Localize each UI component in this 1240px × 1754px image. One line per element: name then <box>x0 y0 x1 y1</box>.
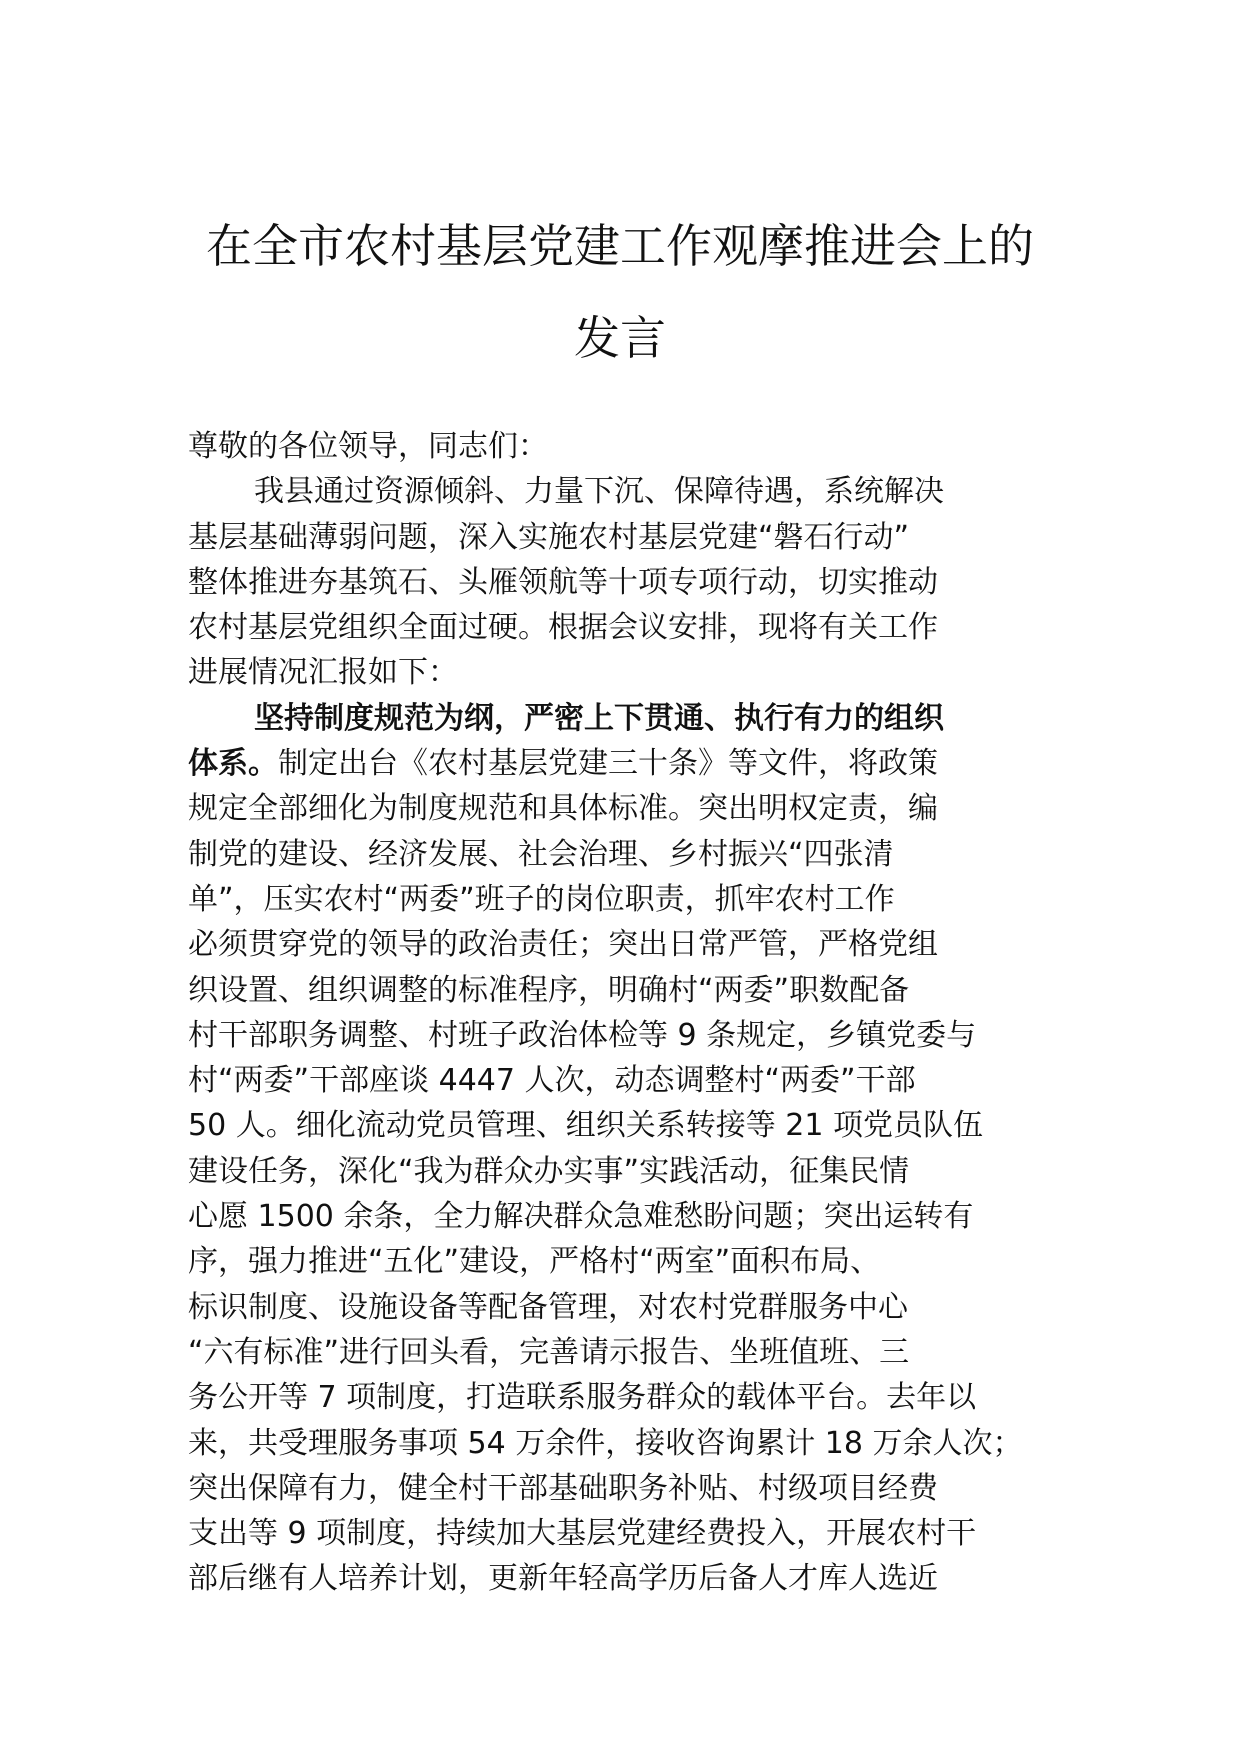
section-line: 支出等 9 项制度，持续加大基层党建经费投入，开展农村干 <box>188 1516 977 1552</box>
document-body <box>188 424 1058 1602</box>
section-line: 织设置、组织调整的标准程序，明确村“两委”职数配备 <box>188 972 910 1008</box>
section-line: 建设任务，深化“我为群众办实事”实践活动，征集民情 <box>188 1153 910 1189</box>
salutation: 尊敬的各位领导，同志们： <box>188 429 548 464</box>
section-line: 序，强力推进“五化”建设，严格村“两室”面积布局、 <box>188 1244 881 1280</box>
document-title <box>150 200 1090 384</box>
intro-line-5: 进展情况汇报如下： <box>188 655 458 691</box>
section-line-2-text: 制定出台《农村基层党建三十条》等文件，将政策 <box>278 746 938 782</box>
section-line: 制党的建设、经济发展、社会治理、乡村振兴“四张清 <box>188 836 894 872</box>
section-line: 突出保障有力，健全村干部基础职务补贴、村级项目经费 <box>188 1470 938 1506</box>
section-line: 心愿 1500 余条，全力解决群众急难愁盼问题；突出运转有 <box>188 1199 974 1235</box>
section-line: 村干部职务调整、村班子政治体检等 9 条规定，乡镇党委与 <box>188 1017 977 1053</box>
section-line: 必须贯穿党的领导的政治责任；突出日常严管，严格党组 <box>188 927 938 963</box>
section-line: 部后继有人培养计划，更新年轻高学历后备人才库人选近 <box>188 1561 938 1597</box>
section-line: 村“两委”干部座谈 4447 人次，动态调整村“两委”干部 <box>188 1063 916 1099</box>
intro-line-2: 基层基础薄弱问题，深入实施农村基层党建“磐石行动” <box>188 519 910 555</box>
title-line-2: 发言 <box>574 311 666 365</box>
section-line: 规定全部细化为制度规范和具体标准。突出明权定责，编 <box>188 791 938 827</box>
section-heading: 坚持制度规范为纲，严密上下贯通、执行有力的组织 <box>254 700 944 736</box>
section-line: 来，共受理服务事项 54 万余件，接收咨询累计 18 万余人次； <box>188 1425 1023 1461</box>
intro-line-3: 整体推进夯基筑石、头雁领航等十项专项行动，切实推动 <box>188 564 938 600</box>
intro-line-4: 农村基层党组织全面过硬。根据会议安排，现将有关工作 <box>188 610 938 646</box>
section-line-2 <box>188 741 1058 786</box>
section-line: “六有标准”进行回头看，完善请示报告、坐班值班、三 <box>188 1334 910 1370</box>
section-line: 单”，压实农村“两委”班子的岗位职责，抓牢农村工作 <box>188 881 895 917</box>
section-line: 50 人。细化流动党员管理、组织关系转接等 21 项党员队伍 <box>188 1108 983 1144</box>
section-line: 务公开等 7 项制度，打造联系服务群众的载体平台。去年以 <box>188 1380 977 1416</box>
section-line: 标识制度、设施设备等配备管理，对农村党群服务中心 <box>188 1289 908 1325</box>
section-heading-end: 体系。 <box>188 746 278 782</box>
intro-line-1: 我县通过资源倾斜、力量下沉、保障待遇，系统解决 <box>254 474 944 510</box>
title-line-1: 在全市农村基层党建工作观摩推进会上的 <box>206 219 1034 273</box>
